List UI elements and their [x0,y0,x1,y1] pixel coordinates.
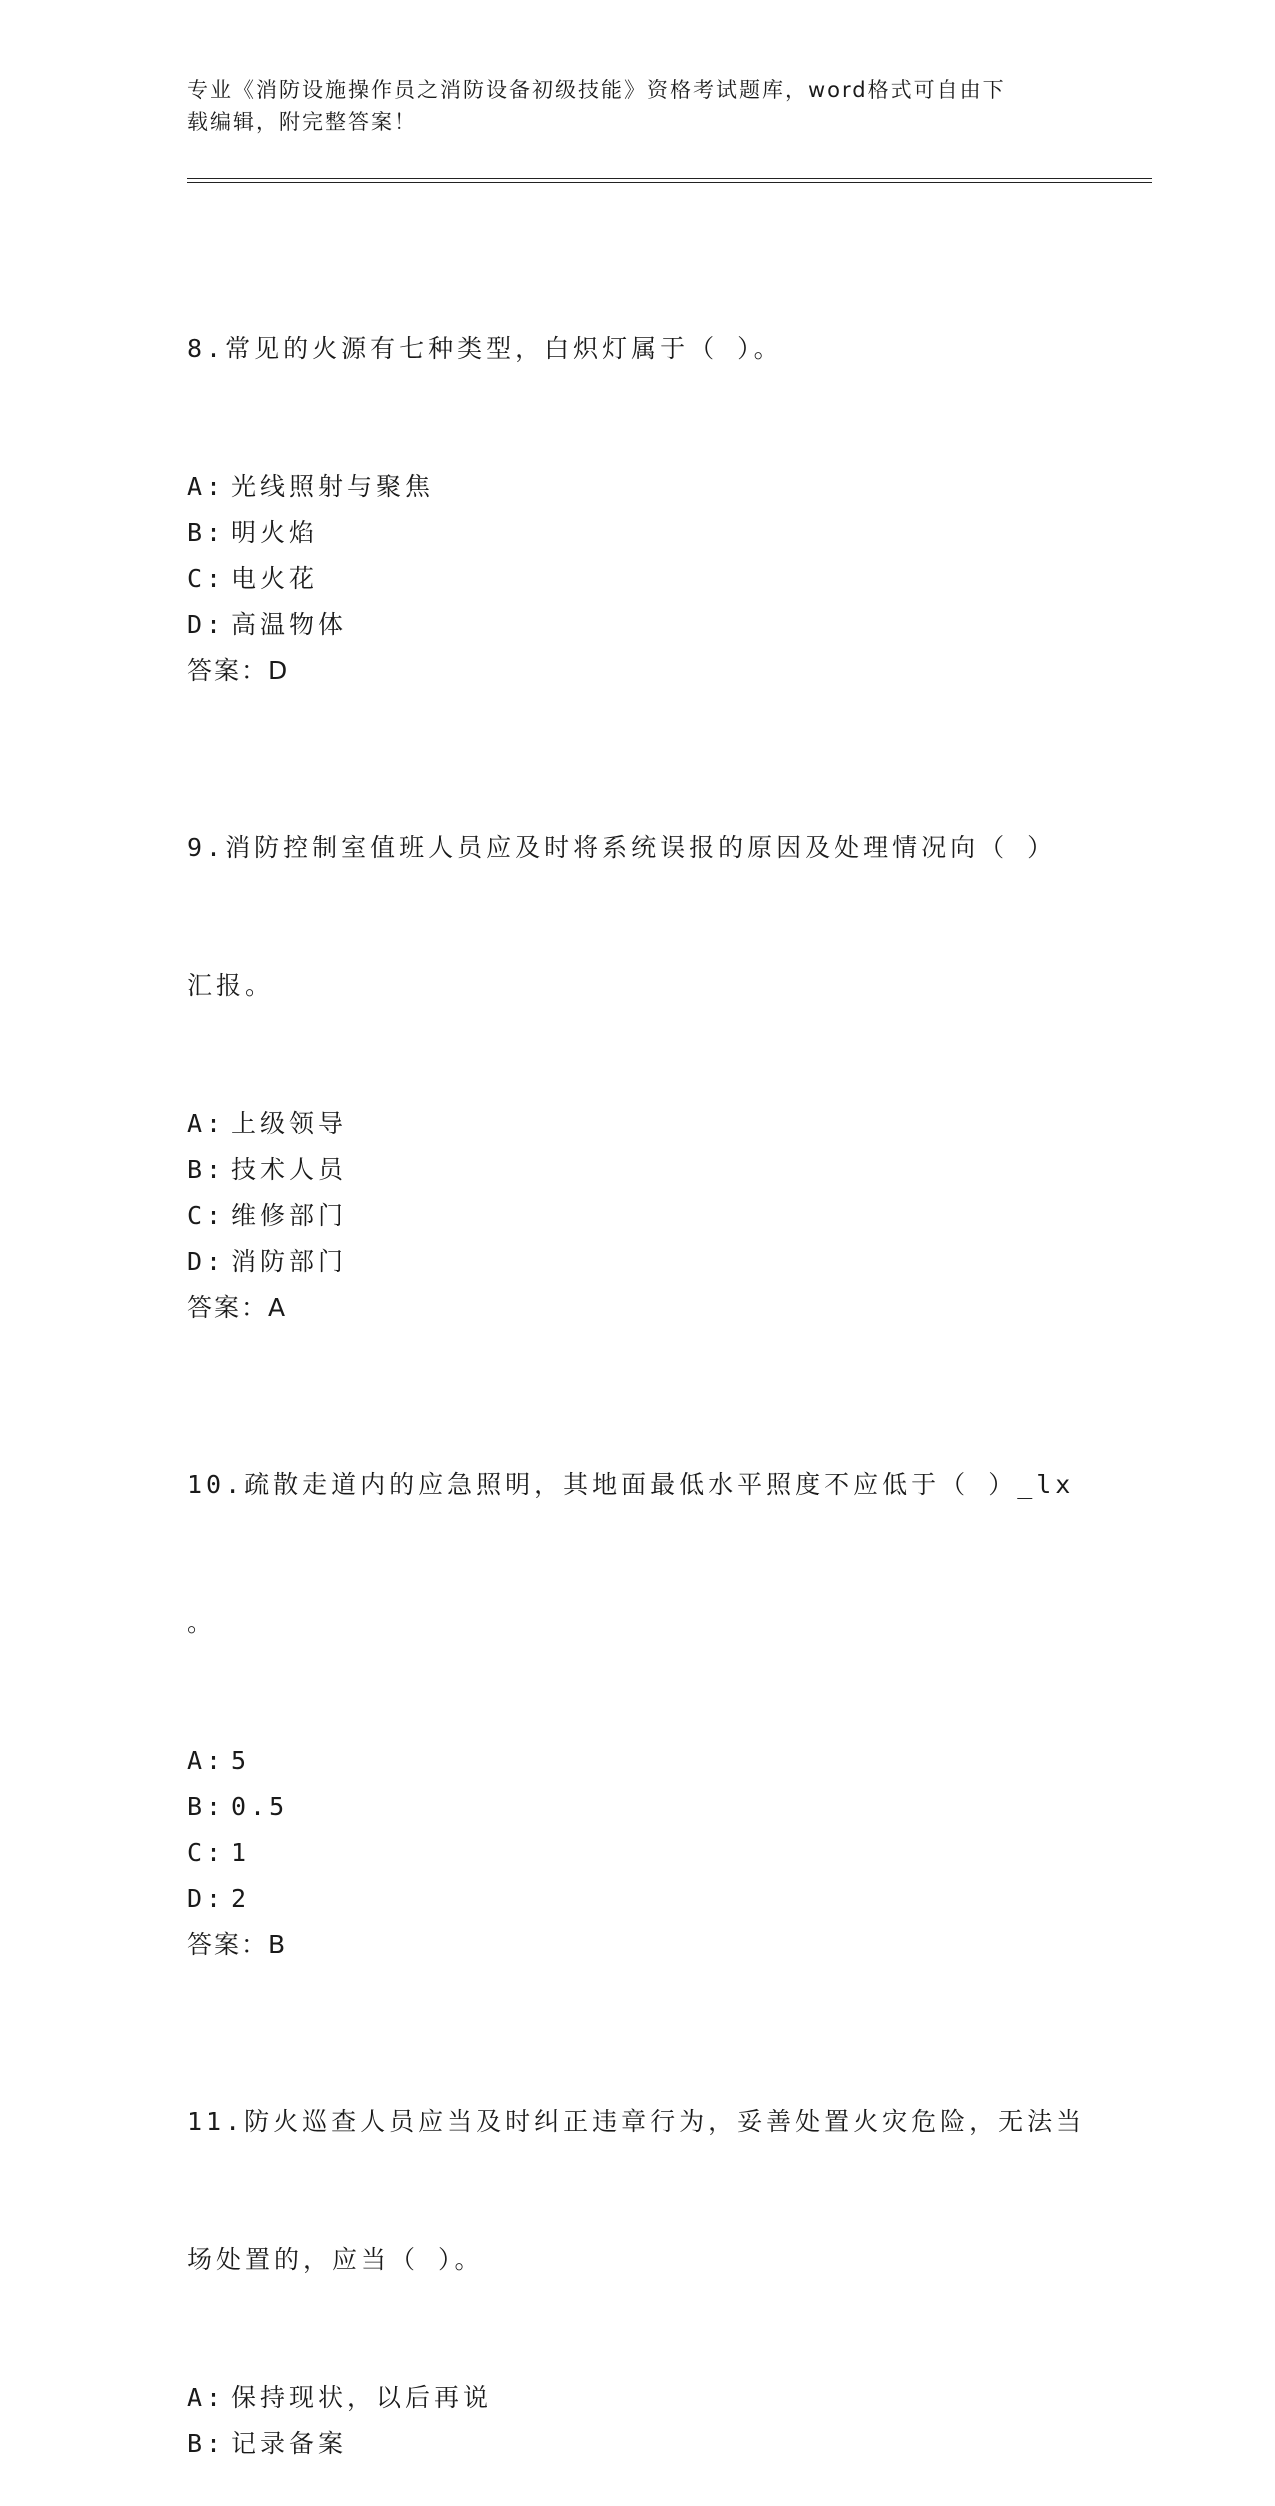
option-a [187,1101,1087,1147]
option-text: 上级领导 [231,1109,348,1138]
option-d [187,602,1087,648]
option-a [187,464,1087,510]
answer-line: 答案：B [187,1930,288,1959]
option-text: 2 [231,1884,251,1913]
stem-line: 8.常见的火源有七种类型，白炽灯属于（ ）。 [187,334,783,363]
option-text: 5 [231,1746,251,1775]
option-text: 技术人员 [231,1155,348,1184]
option-text: 记录备案 [231,2429,348,2458]
option-a [187,2375,1087,2421]
question-11 [187,2007,1087,2467]
stem-line: 9.消防控制室值班人员应及时将系统误报的原因及处理情况向（ ） [187,833,1057,862]
stem-line: 10.疏散走道内的应急照明，其地面最低水平照度不应低于（ ）_lx [187,1470,1075,1499]
question-stem [187,1370,1087,1738]
option-letter: A: [187,2383,226,2412]
stem-line: 11.防火巡查人员应当及时纠正违章行为，妥善处置火灾危险，无法当 [187,2107,1086,2136]
option-letter: C: [187,564,226,593]
header-divider-bottom [187,182,1152,183]
option-letter: D: [187,610,226,639]
option-letter: B: [187,1792,226,1821]
option-b [187,510,1087,556]
option-letter: A: [187,1109,226,1138]
option-c [187,1830,1087,1876]
option-text: 保持现状，以后再说 [231,2383,493,2412]
option-letter: B: [187,2429,226,2458]
stem-line: 汇报。 [187,971,275,1000]
stem-line: 场处置的，应当（ ）。 [187,2245,484,2274]
option-letter: B: [187,1155,226,1184]
question-list [187,234,1087,2506]
answer-line: 答案：D [187,656,290,685]
stem-line: 。 [187,1608,217,1637]
document-header [187,74,1067,138]
header-line-1: 专业《消防设施操作员之消防设备初级技能》资格考试题库，word格式可自由下 [187,78,1006,102]
option-text: 明火焰 [231,518,319,547]
option-letter: A: [187,472,226,501]
option-letter: D: [187,1247,226,1276]
option-d [187,1239,1087,1285]
header-line-2: 载编辑，附完整答案！ [187,110,417,134]
option-text: 1 [231,1838,251,1867]
option-text: 光线照射与聚焦 [231,472,435,501]
option-a [187,1738,1087,1784]
question-10 [187,1370,1087,1968]
answer-line: 答案：A [187,1293,288,1322]
option-b [187,2421,1087,2467]
option-text: 高温物体 [231,610,348,639]
question-stem [187,733,1087,1101]
header-divider-top [187,178,1152,179]
question-8 [187,234,1087,694]
option-letter: C: [187,1838,226,1867]
option-letter: B: [187,518,226,547]
option-letter: D: [187,1884,226,1913]
option-d [187,1876,1087,1922]
option-b [187,1147,1087,1193]
option-text: 0.5 [231,1792,289,1821]
option-letter: C: [187,1201,226,1230]
option-letter: A: [187,1746,226,1775]
option-c [187,556,1087,602]
option-b [187,1784,1087,1830]
option-text: 维修部门 [231,1201,348,1230]
question-9 [187,733,1087,1331]
option-c [187,1193,1087,1239]
option-text: 电火花 [231,564,319,593]
question-stem [187,2007,1087,2375]
option-text: 消防部门 [231,1247,348,1276]
question-stem [187,234,1087,464]
